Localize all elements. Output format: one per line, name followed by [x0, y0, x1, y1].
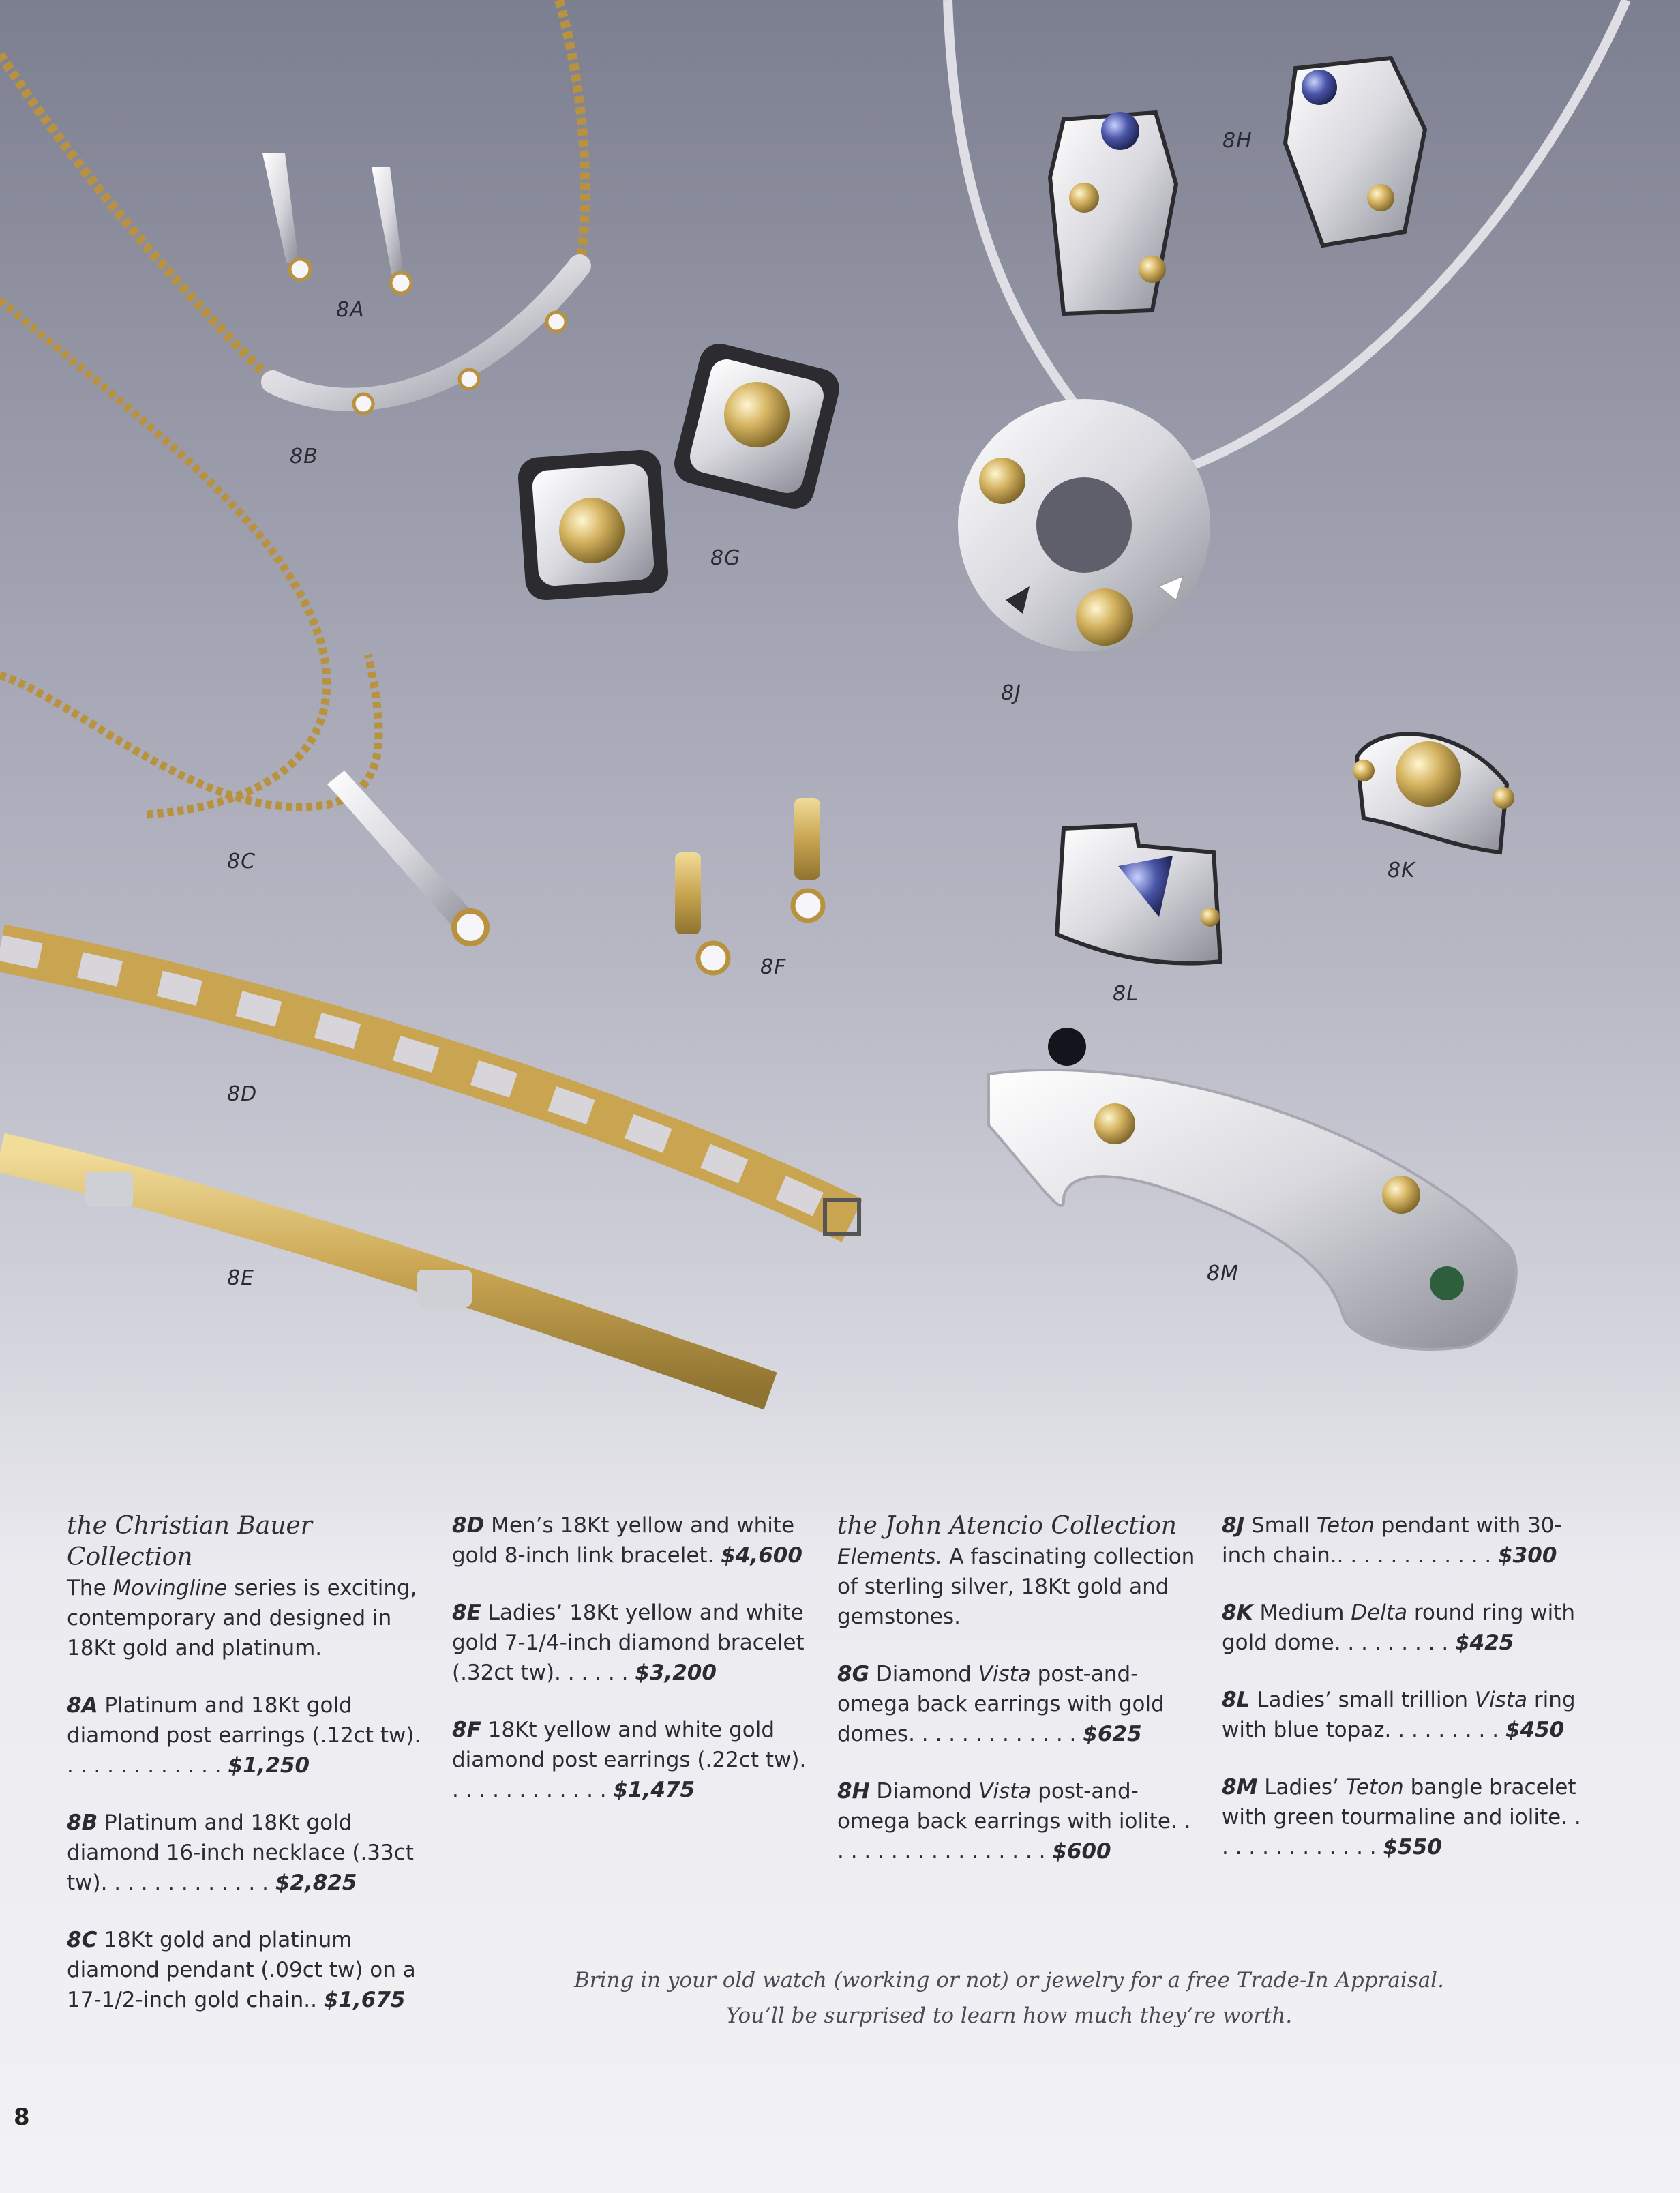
column-atencio-continued — [1222, 1510, 1587, 1890]
item-entry — [67, 1925, 432, 2015]
earrings-8a — [262, 153, 411, 293]
item-description: Ladies’ 18Kt yellow and white gold 7-1/4-inch diamond bracelet (.32ct tw). . . . . . — [452, 1600, 805, 1685]
ring-8l — [1057, 825, 1220, 964]
earrings-8h — [1050, 58, 1425, 314]
label-8m: 8M — [1207, 1262, 1239, 1285]
trade-in-line-2: You’ll be surprised to learn how much they’re worth. — [725, 2003, 1293, 2028]
item-description: post-and-omega back earrings with iolite. . . . . . . . . . . . . . . . . . — [837, 1779, 1191, 1864]
item-entry — [67, 1808, 432, 1898]
item-price: $1,250 — [228, 1753, 310, 1778]
item-code: 8A — [67, 1693, 98, 1718]
item-description: Platinum and 18Kt gold diamond post earrings (.12ct tw). . . . . . . . . . . . . — [67, 1693, 421, 1778]
bangle-8m — [989, 1028, 1516, 1349]
item-entry — [1222, 1772, 1587, 1862]
item-price: $4,600 — [721, 1543, 802, 1568]
design-name: Vista — [978, 1662, 1031, 1686]
item-description: Ladies’ — [1257, 1775, 1346, 1800]
design-name: Vista — [1474, 1688, 1528, 1712]
ring-8k — [1353, 734, 1514, 852]
page-number: 8 — [14, 2104, 30, 2131]
item-price: $550 — [1383, 1835, 1442, 1860]
label-8f: 8F — [760, 955, 787, 979]
item-code: 8M — [1222, 1775, 1258, 1800]
item-price: $600 — [1052, 1839, 1111, 1864]
label-8d: 8D — [227, 1082, 258, 1106]
label-8e: 8E — [227, 1266, 255, 1290]
collection-intro — [67, 1510, 432, 1663]
column-john-atencio — [837, 1510, 1202, 1894]
column-bauer-continued — [452, 1510, 817, 1832]
collection-heading: the John Atencio Collection — [837, 1512, 1177, 1540]
intro-text: A fascinating collection of sterling silver, 18Kt gold and gemstones. — [837, 1545, 1195, 1629]
label-8a: 8A — [336, 298, 365, 322]
item-code: 8F — [452, 1718, 481, 1742]
series-name: Elements. — [837, 1545, 943, 1569]
earrings-8g — [517, 340, 843, 601]
item-code: 8C — [67, 1928, 97, 1952]
collection-intro — [837, 1510, 1202, 1632]
trade-in-line-1: Bring in your old watch (working or not) or jewelry for a free Trade-In Appraisal. — [574, 1968, 1444, 1993]
earrings-8f — [675, 798, 823, 973]
item-description: 18Kt gold and platinum diamond pendant (.09ct tw) on a 17-1/2-inch gold chain.. — [67, 1928, 416, 2012]
label-8k: 8K — [1388, 859, 1415, 882]
intro-text: series is exciting, contemporary and designed in 18Kt gold and platinum. — [67, 1576, 417, 1660]
item-description: Small — [1244, 1513, 1317, 1538]
item-price: $1,675 — [323, 1988, 406, 2012]
design-name: Teton — [1345, 1775, 1404, 1800]
item-entry — [1222, 1510, 1587, 1570]
item-code: 8B — [67, 1810, 98, 1835]
item-code: 8J — [1222, 1513, 1245, 1538]
item-price: $450 — [1505, 1718, 1565, 1742]
item-entry — [67, 1690, 432, 1780]
intro-text: The — [67, 1576, 113, 1600]
item-code: 8E — [452, 1600, 481, 1625]
item-description: Diamond — [869, 1662, 978, 1686]
item-price: $300 — [1498, 1543, 1557, 1568]
item-description: Platinum and 18Kt gold diamond 16-inch necklace (.33ct tw). . . . . . . . . . . . . — [67, 1810, 414, 1895]
item-description: round ring with gold dome. . . . . . . . . — [1222, 1600, 1576, 1655]
item-description: 18Kt yellow and white gold diamond post earrings (.22ct tw). . . . . . . . . . . . . — [452, 1718, 807, 1802]
design-name: Teton — [1316, 1513, 1375, 1538]
item-description: Ladies’ small trillion — [1250, 1688, 1475, 1712]
trade-in-note — [518, 1963, 1500, 2033]
item-price: $625 — [1083, 1722, 1142, 1746]
item-description: Medium — [1252, 1600, 1351, 1625]
necklace-8b — [0, 0, 585, 413]
item-description: Men’s 18Kt yellow and white gold 8-inch link bracelet. — [452, 1513, 795, 1568]
item-price: $425 — [1455, 1630, 1514, 1655]
item-entry — [452, 1715, 817, 1805]
label-8l: 8L — [1113, 982, 1139, 1006]
design-name: Vista — [978, 1779, 1032, 1804]
item-entry — [837, 1776, 1202, 1866]
label-8h: 8H — [1222, 129, 1252, 153]
item-price: $2,825 — [275, 1870, 357, 1895]
item-price: $3,200 — [635, 1660, 717, 1685]
label-8g: 8G — [710, 546, 741, 570]
item-code: 8D — [452, 1513, 485, 1538]
column-christian-bauer — [67, 1510, 432, 2042]
label-8c: 8C — [227, 850, 256, 874]
item-description: ring with blue topaz. . . . . . . . . — [1222, 1688, 1576, 1742]
item-entry — [1222, 1685, 1587, 1745]
bracelet-8e — [0, 1152, 770, 1391]
item-description: pendant with 30-inch chain.. . . . . . . . . . . . — [1222, 1513, 1562, 1568]
label-8b: 8B — [290, 445, 318, 468]
item-entry — [1222, 1598, 1587, 1658]
item-entry — [837, 1659, 1202, 1749]
item-entry — [452, 1510, 817, 1570]
item-description: bangle bracelet with green tourmaline and iolite. . . . . . . . . . . . . . — [1222, 1775, 1581, 1860]
label-8j: 8J — [1001, 681, 1021, 705]
pendant-8j — [948, 0, 1626, 651]
item-entry — [452, 1598, 817, 1688]
item-description: post-and-omega back earrings with gold domes. . . . . . . . . . . . . — [837, 1662, 1165, 1746]
series-name: Movingline — [112, 1576, 228, 1600]
item-code: 8H — [837, 1779, 870, 1804]
item-price: $1,475 — [613, 1778, 695, 1802]
item-description: Diamond — [869, 1779, 979, 1804]
design-name: Delta — [1351, 1600, 1407, 1625]
item-code: 8G — [837, 1662, 870, 1686]
item-code: 8K — [1222, 1600, 1253, 1625]
collection-heading: the Christian Bauer Collection — [67, 1512, 313, 1571]
item-code: 8L — [1222, 1688, 1250, 1712]
